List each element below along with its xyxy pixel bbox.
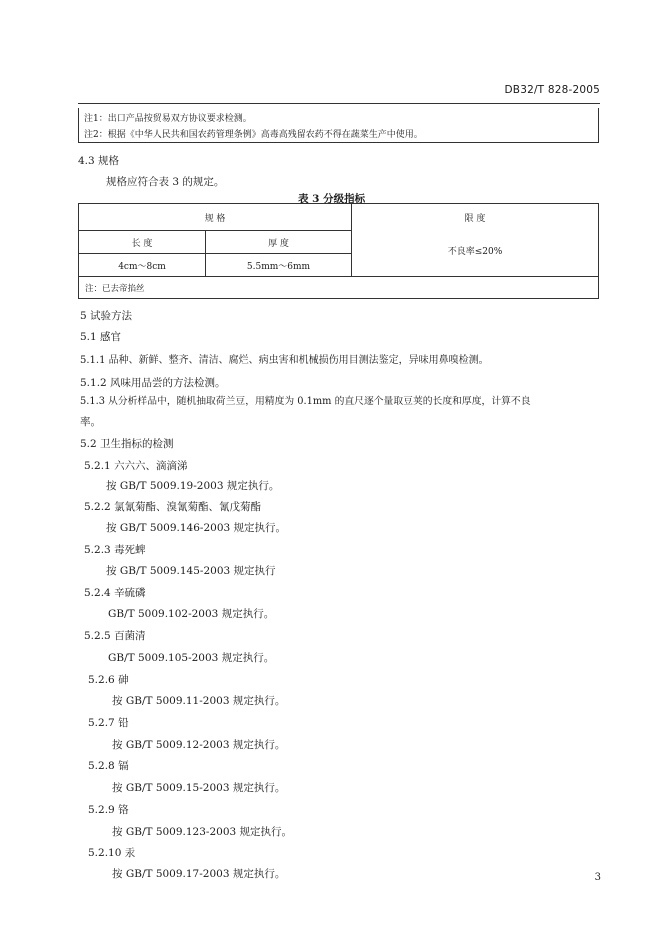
item-num: 5.2.8	[88, 760, 115, 772]
thickness-value: 5.5mm～6mm	[206, 254, 352, 277]
standard-code: DB32/T 828-2005	[504, 84, 600, 96]
item-title: 百菌清	[114, 630, 146, 642]
item-num: 5.2.6	[88, 674, 115, 686]
item-5-2-1-text: 按 GB/T 5009.19-2003 规定执行。	[106, 480, 280, 492]
item-title: 铅	[118, 717, 129, 729]
note-2: 注2：根据《中华人民共和国农药管理条例》高毒高残留农药不得在蔬菜生产中使用。	[84, 130, 423, 140]
item-title: 汞	[124, 847, 136, 859]
sub-header-thickness: 厚 度	[206, 231, 352, 254]
item-5-2-2-heading	[84, 499, 261, 514]
item-num: 5.2.9	[88, 804, 115, 816]
item-num: 5.2.1	[84, 460, 111, 472]
sub-header-length: 长 度	[79, 231, 206, 254]
section-4-3-text: 规格应符合表 3 的规定。	[106, 176, 225, 188]
section-5-heading: 5 试验方法	[80, 310, 133, 322]
item-5-2-9-heading	[88, 802, 129, 817]
item-5-2-5-text: GB/T 5009.105-2003 规定执行。	[108, 652, 275, 664]
limit-value: 不良率≤20%	[447, 247, 503, 257]
item-5-2-1-heading	[84, 458, 188, 473]
item-num: 5.2.7	[88, 717, 115, 729]
item-title: 六六六、滴滴涕	[114, 460, 188, 472]
col-header-limit-label: 限 度	[464, 214, 486, 224]
item-5-2-7-text: 按 GB/T 5009.12-2003 规定执行。	[112, 739, 286, 751]
section-5-1-2: 5.1.2 风味用品尝的方法检测。	[80, 377, 226, 389]
item-title: 毒死蜱	[114, 544, 146, 556]
notes-box	[78, 108, 599, 143]
item-5-2-4-heading	[84, 585, 146, 600]
item-5-2-4-text: GB/T 5009.102-2003 规定执行。	[108, 608, 275, 620]
length-value: 4cm～8cm	[79, 254, 206, 277]
section-5-1-3-line2: 率。	[80, 416, 101, 428]
section-4-3-heading: 4.3 规格	[78, 155, 120, 167]
grading-table	[78, 203, 599, 299]
item-5-2-8-heading	[88, 758, 129, 773]
item-5-2-8-text: 按 GB/T 5009.15-2003 规定执行。	[112, 782, 286, 794]
item-5-2-5-heading	[84, 628, 146, 643]
item-5-2-10-text: 按 GB/T 5009.17-2003 规定执行。	[112, 868, 286, 880]
section-5-1-heading: 5.1 感官	[80, 331, 122, 343]
item-title: 镉	[118, 760, 129, 772]
item-title: 辛硫磷	[114, 587, 146, 599]
item-num: 5.2.3	[84, 544, 111, 556]
page-number: 3	[594, 872, 601, 883]
item-num: 5.2.10	[88, 847, 122, 859]
item-5-2-7-heading	[88, 715, 129, 730]
table-note: 注：已去帝掐丝	[79, 277, 599, 299]
item-5-2-2-text: 按 GB/T 5009.146-2003 规定执行。	[106, 522, 287, 534]
item-title: 氯氰菊酯、溴氰菊酯、氰戊菊酯	[114, 501, 262, 513]
item-5-2-6-text: 按 GB/T 5009.11-2003 规定执行。	[112, 695, 286, 707]
item-5-2-3-heading	[84, 542, 146, 557]
section-5-1-3-line1: 5.1.3 从分析样品中，随机抽取荷兰豆，用精度为 0.1mm 的直尺逐个量取豆荚的长度和厚度，计算不良	[80, 396, 531, 407]
item-num: 5.2.2	[84, 501, 111, 513]
header-rule	[78, 103, 600, 104]
item-5-2-6-heading	[88, 672, 129, 687]
item-num: 5.2.5	[84, 630, 111, 642]
section-5-2-heading: 5.2 卫生指标的检测	[80, 438, 174, 450]
item-5-2-3-text: 按 GB/T 5009.145-2003 规定执行	[106, 565, 276, 577]
table-caption: 表 3 分级指标	[298, 193, 366, 205]
item-5-2-9-text: 按 GB/T 5009.123-2003 规定执行。	[112, 826, 293, 838]
item-title: 铬	[118, 804, 129, 816]
section-5-1-1: 5.1.1 品种、新鲜、整齐、清洁、腐烂、病虫害和机械损伤用目测法鉴定，异味用鼻嗅检测。	[80, 355, 489, 366]
col-header-limit	[352, 204, 599, 277]
item-num: 5.2.4	[84, 587, 111, 599]
note-1: 注1：出口产品按贸易双方协议要求检测。	[84, 114, 252, 124]
item-5-2-10-heading	[88, 845, 135, 860]
item-title: 砷	[118, 674, 129, 686]
col-header-spec: 规 格	[79, 204, 352, 231]
